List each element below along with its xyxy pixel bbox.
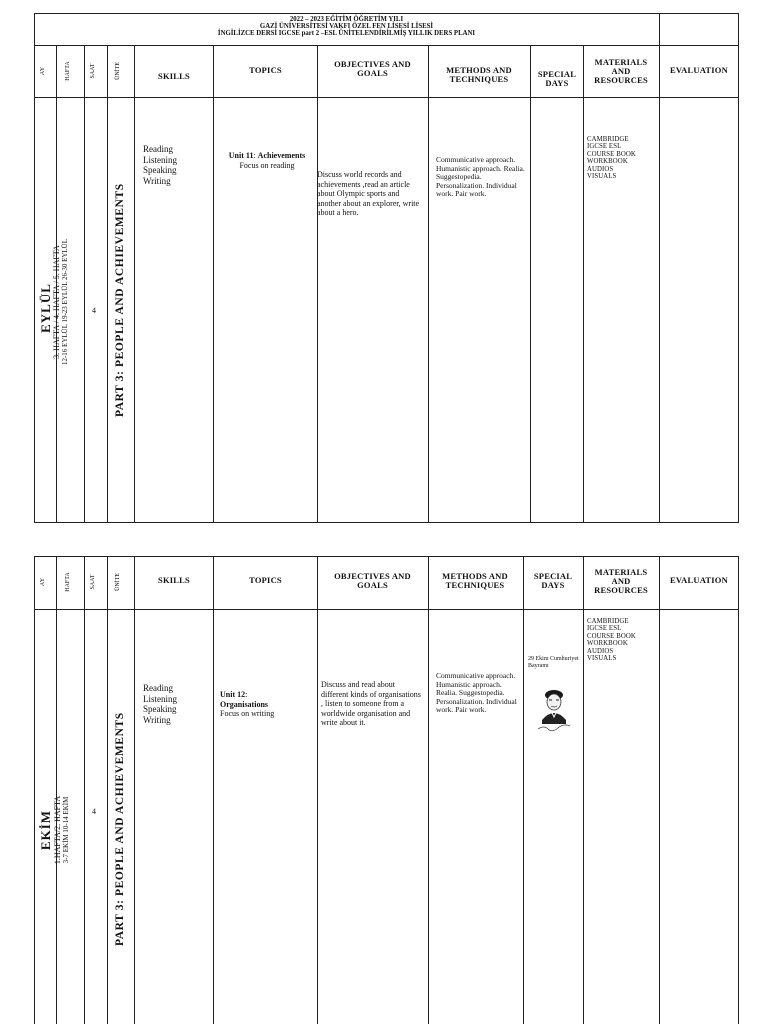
skill-speaking-2: Speaking — [143, 704, 177, 714]
col-hafta-header: HAFTA — [65, 61, 71, 81]
mat-coursebook-2: COURSE BOOK — [587, 632, 636, 640]
mat-audios: AUDIOS — [587, 165, 614, 173]
row2-topic-focus: Focus on writing — [220, 709, 275, 719]
skill-reading: Reading — [143, 144, 173, 154]
row2-unit-part: PART 3: PEOPLE AND ACHIEVEMENTS — [114, 712, 126, 946]
row1-month: EYLÜL — [38, 283, 53, 333]
row1-topic-focus: Focus on reading — [239, 160, 295, 170]
row2-special-day: 29 Ekim Cumhuriyet Bayramı — [528, 656, 579, 669]
row1-topic: Unit 11: Achievements Focus on reading — [228, 151, 306, 170]
row2-methods: Communicative approach. Humanistic approach. Realia. Suggestopedia. Personalization. Individual work. Pair work. — [436, 671, 517, 714]
row2-topic-unit: Unit 12 — [220, 690, 246, 699]
col-materials-header: MATERIALS AND RESOURCES — [594, 56, 648, 85]
col-unite-header-2: ÜNİTE — [115, 573, 121, 591]
mat-igcse-2: IGCSE ESL — [587, 625, 622, 633]
skill-speaking: Speaking — [143, 165, 177, 175]
row1-objectives: Discuss world records and achievements ,read an article about Olympic sports and another about an explorer, write about a hero. — [317, 170, 420, 218]
mat-igcse: IGCSE ESL — [587, 143, 622, 151]
skill-listening: Listening — [143, 154, 177, 165]
row2-topic-title: Organisations — [220, 699, 269, 709]
col-evaluation-header-2: EVALUATION — [670, 575, 728, 585]
row1-topic-unit: Unit 11 — [228, 151, 254, 160]
row1-unit-part: PART 3: PEOPLE AND ACHIEVEMENTS — [114, 183, 126, 417]
mat-visuals: VISUALS — [587, 173, 617, 181]
col-special-header: SPECIAL DAYS — [537, 68, 577, 88]
row2-weeks — [53, 755, 73, 905]
row2-skills — [143, 683, 177, 725]
col-topics-header: TOPICS — [249, 65, 282, 75]
col-saat-header-2: SAAT — [90, 574, 96, 590]
col-ay-header: AY — [40, 66, 46, 76]
skill-writing: Writing — [143, 175, 171, 186]
col-methods-header: METHODS AND TECHNIQUES — [446, 64, 512, 84]
mat-cambridge: CAMBRIDGE — [587, 136, 629, 143]
title-year: 2022 – 2023 EĞİTİM ÖĞRETİM YILI — [289, 16, 404, 23]
title-course: İNGİLİZCE DERSİ IGCSE part 2 –ESL ÜNİTELENDİRİLMİŞ YILLIK DERS PLANI — [217, 30, 476, 37]
skill-reading-2: Reading — [143, 683, 173, 693]
row1-topic-title: Achievements — [257, 151, 306, 160]
row1-weeks-line1: 3. HAFTA / 4. HAFTA / 5. HAFTA — [52, 245, 61, 359]
col-skills-header: SKILLS — [158, 70, 190, 81]
col-ay-header-2: AY — [40, 577, 46, 587]
title-school: GAZİ ÜNİVERSİTESİ VAKFI ÖZEL FEN LİSESİ LİSESİ — [259, 23, 434, 30]
skill-writing-2: Writing — [143, 714, 171, 725]
col-topics-header-2: TOPICS — [249, 575, 282, 585]
row1-methods: Communicative approach. Humanistic approach. Realia. Suggestopedia. Personalization. Individual work. Pair work. — [436, 155, 525, 198]
col-objectives-header-2: OBJECTIVES AND GOALS — [334, 570, 411, 590]
col-special-header-2: SPECIAL DAYS — [533, 570, 573, 590]
mat-visuals-2: VISUALS — [587, 655, 617, 663]
row2-materials — [587, 618, 657, 662]
skill-listening-2: Listening — [143, 693, 177, 704]
col-saat-header: SAAT — [90, 63, 96, 79]
row1-hours: 4 — [92, 306, 96, 315]
row1-weeks-line2: 12-16 EYLÜL 19-23 EYLÜL 26-30 EYLÜL — [61, 238, 69, 366]
row2-hours: 4 — [92, 807, 96, 816]
mat-coursebook: COURSE BOOK — [587, 150, 636, 158]
col-objectives-header: OBJECTIVES AND GOALS — [334, 58, 411, 78]
row2-weeks-line1: 1.HAFTA/2. HAFTA — [53, 795, 62, 865]
col-unite-header: ÜNİTE — [115, 62, 121, 80]
mat-workbook: WORKBOOK — [587, 158, 628, 166]
col-skills-header-2: SKILLS — [158, 575, 190, 585]
mat-workbook-2: WORKBOOK — [587, 640, 628, 648]
row2-weeks-line2: 3-7 EKİM 10-14 EKİM — [62, 796, 70, 864]
mat-audios-2: AUDIOS — [587, 647, 614, 655]
col-evaluation-header: EVALUATION — [670, 65, 728, 75]
mat-cambridge-2: CAMBRIDGE — [587, 618, 629, 625]
col-materials-header-2: MATERIALS AND RESOURCES — [594, 566, 648, 595]
row2-objectives: Discuss and read about different kinds of organisations , listen to someone from a worldwide organisation and write about it. — [321, 680, 421, 728]
col-methods-header-2: METHODS AND TECHNIQUES — [442, 570, 508, 590]
row2-month: EKİM — [38, 809, 53, 851]
ataturk-portrait-image — [534, 682, 574, 732]
col-hafta-header-2: HAFTA — [65, 572, 71, 592]
row2-topic: Unit 12: Organisations Focus on writing — [220, 690, 314, 719]
